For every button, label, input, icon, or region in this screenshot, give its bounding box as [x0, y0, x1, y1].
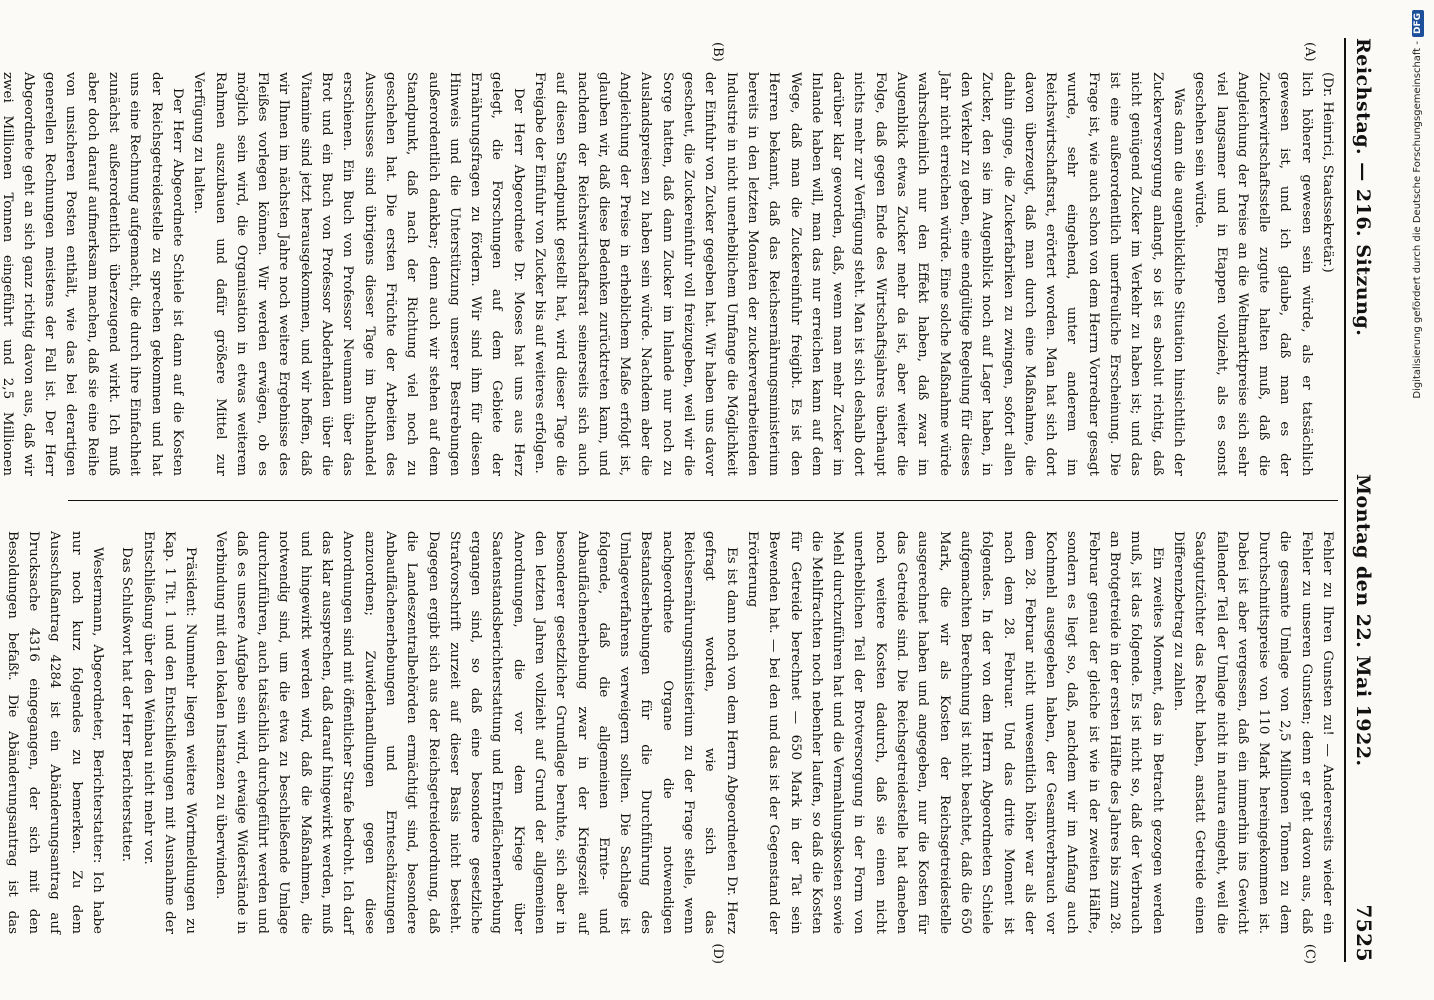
header-left: Reichstag. — 216. Sitzung.	[1352, 38, 1374, 337]
margin-marker-a: (A)	[1302, 42, 1317, 62]
credit-line	[1408, 10, 1428, 990]
paragraph: Was dann die augenblickliche Situation hinsichtlich der Zuckerversorgung anlangt, so ist es absolut richtig, daß nicht genügend Zucker im Verkehr zu haben ist; und das ist eine außerordentlich unerfreuliche Erscheinung. Die Frage ist, wie auch schon von dem Herrn Vorredner gesagt wurde, sehr eingehend, unter anderem im Reichswirtschaftsrat, erörtert worden. Man hat sich dort davon überzeugt, daß man durch eine Maßnahme, die dahin ginge, die Zuckerfabriken zu zwingen, sofort allen Zucker, den sie im Augenblick noch auf Lager haben, in den Verkehr zu geben, eine endgültige Regelung für dieses Jahr nicht erreichen würde. Eine solche Maßnahme würde wahrscheinlich nur den Effekt haben, daß zwar im Augenblick etwas Zucker mehr da ist, aber weiter die Folge, daß gegen Ende des Wirtschaftsjahres überhaupt nichts mehr zur Verfügung steht. Man ist sich deshalb dort darüber klar geworden, daß, wenn man mehr Zucker im Inlande haben will, man das nur erreichen kann auf dem Wege, daß man die Zuckereinfuhr freigibt. Es ist den Herren bekannt, daß das Reichsernährungsministerium bereits in den letzten Monaten der zuckerverarbeitenden Industrie in nicht unerheblichem Umfange die Möglichkeit der Einfuhr von Zucker gegeben hat. Wir haben uns davor gescheut, die Zuckereinfuhr voll freizugeben, weil wir die Sorge hatten, daß dann Zucker im Inlande nur noch zu Auslandspreisen zu haben sein würde. Nachdem aber die Angleichung der Preise in erheblichem Maße erfolgt ist, glauben wir, daß diese Bedenken zurücktreten kann, und nachdem der Reichswirtschaftsrat seinerseits sich auch auf diesen Standpunkt gestellt hat, wird dieser Tage die Freigabe der Einfuhr von Zucker bis auf weiteres erfolgen.	[532, 72, 1186, 476]
spacer	[108, 531, 116, 934]
final-word: Das Schlußwort hat der Herr Berichterstatter.	[119, 547, 135, 863]
margin-marker-c: (C)	[1302, 943, 1317, 964]
paragraph: Es ist dann noch von dem Herrn Abgeordneten Dr. Herz gefragt worden, wie sich das Reichsernährungsministerium zu der Frage stelle, wenn nachgeordnete Organe die notwendigen Bestandserhebungen für die Durchführung des Umlageverfahrens verweigern sollten. Die Sachlage ist folgende, daß die allgemeinen Ernte- und Anbauflächenerhebung zwar in der Kriegszeit auf besonderer gesetzlicher Grundlage beruhte, sich aber in den letzten Jahren vollzieht auf Grund der allgemeinen Anordnungen, die vor dem Kriege über Saatenstandsberichterstattung und Ernteflächenerhebung ergangen sind, so daß eine besondere gesetzliche Strafvorschrift zurzeit auf dieser Basis nicht besteht. Dagegen ergibt sich aus der Reichsgetreideordnung, daß die Landeszentralbehörden ermächtigt sind, besondere Anbauflächenerhebungen und Ernteschätzungen anzuordnen; Zuwiderhandlungen gegen diese Anordnungen sind mit öffentlicher Strafe bedroht. Ich darf das klar aussprechen, daß darauf hingewirkt werden, muß und hingewirkt werden wird, daß die Maßnahmen, die notwendig sind, um die etwa zu beschließende Umlage durchzuführen, auch tatsächlich durchgeführt werden und daß es unsere Aufgabe sein wird, etwaige Widerstände in Verbindung mit den lokalen Instanzen zu überwinden.	[212, 531, 739, 934]
paragraph: lich höherer gewesen sein würde, als er tatsächlich gewesen ist, und ich glaube, daß man es der Zuckerwirtschaftsstelle zugute halten muß, daß die Angleichung der Preise an die Weltmarktpreise sich sehr viel langsamer und in Etappen vollzieht, als es sonst geschehen sein würde.	[1192, 72, 1314, 476]
right-column	[4, 500, 1338, 964]
speaker-label: (Dr. Heinrici, Staatssekretär.)	[1320, 72, 1335, 273]
dfg-logo: DFG	[1412, 10, 1424, 37]
spacer	[201, 531, 209, 934]
left-column	[0, 38, 1338, 500]
westermann-statement: Westermann, Abgeordneter, Berichterstatter: Ich habe nur noch kurz folgendes zu bemerken. Zu dem Ausschußantrag 4284 ist ein Abänderungsantrag auf Drucksache 4316 eingegangen, der sich mit den Besoldungen befaßt. Die Abänderungsantrag ist das	[4, 531, 106, 934]
paragraph: Der Herr Abgeordnete Dr. Moses hat uns aus Herz gelegt, die Forschungen auf dem Gebiete der Ernährungsfragen zu fördern. Wir sind ihm für diesen Hinweis und die Unterstützung unserer Bestrebungen außerordentlich dankbar; denn auch wir stehen auf dem Standpunkt, daß nach der Richtung viel noch zu geschehen hat. Die ersten Früchte der Arbeiten des Ausschusses sind übrigens dieser Tage im Buchhandel erschienen. Ein Buch von Professor Neumann über das Brot und ein Buch von Professor Abderhalden über die Vitamine sind jetzt herausgekommen, und wir hoffen, daß wir Ihnen im nächsten Jahre noch weitere Ergebnisse des Fleißes vorlegen können. Wir werden erwägen, ob es möglich sein wird, die Organisation in etwas weiterem Rahmen auszubauen und dafür größere Mittel zur Verfügung zu halten.	[191, 72, 526, 476]
page-header	[1344, 38, 1376, 962]
margin-marker-b: (B)	[710, 42, 725, 62]
header-date: Montag den 22. Mai 1922.	[1352, 474, 1374, 767]
rotated-page	[0, 30, 1382, 970]
paragraph: Fehler zu Ihren Gunsten zu! — Andererseits wieder ein Fehler zu unseren Gunsten; denn er geht davon aus, daß die gesamte Umlage von 2,5 Millionen Tonnen zu dem Durchschnittspreise von 110 Mark hereingekommen ist. Dabei ist aber vergessen, daß ein immerhin ins Gewicht fallender Teil der Umlage nicht in natura eingeht, weil die Saatgutzüchter das Recht haben, anstatt Getreide einen Differenzbetrag zu zahlen.	[1170, 531, 1335, 934]
credit-text: Digitalisierung gefördert durch die Deutsche Forschungsgemeinschaft -	[1412, 41, 1423, 399]
margin-marker-d: (D)	[710, 943, 725, 964]
page-number: 7525	[1352, 904, 1376, 962]
text-columns	[0, 38, 1338, 964]
president-statement: Präsident: Nunmehr liegen weitere Wortmeldungen zu Kap. 1 Tit. 1 und den Entschließungen mit Ausnahme der Entschließung über den Weinbau nicht mehr vor.	[140, 531, 199, 934]
paragraph: Ein zweites Moment, das in Betracht gezogen werden muß, ist das folgende. Es ist nicht so, daß der Verbrauch an Brotgetreide in der ersten Hälfte des Jahres bis zum 28. Februar genau der gleiche ist wie in der zweiten Hälfte, sondern es liegt so, daß, nachdem wir im Anfang auch Kochmehl ausgegeben haben, der Gesamtverbrauch vor dem 28. Februar nicht unwesentlich höher war als der nach dem 28. Februar. Und das dritte Moment ist folgendes. In der von dem Herrn Abgeordneten Schiele aufgemachten Berechnung ist nicht beachtet, daß die 650 Mark, die wir als Kosten der Reichsgetreidestelle ausgerechnet haben und angegeben, nur die Kosten für das Getreide sind. Die Reichsgetreidestelle hat daneben noch weitere Kosten dadurch, daß sie einen nicht unerheblichen Teil der Brotversorgung in der Form von Mehl durchzuführen hat und die Vermahlungskosten sowie die Mehlfrachten noch nebenher laufen, so daß die Kosten für Getreide berechnet — 650 Mark in der Tat sein Bewenden hat. — bei den und das ist der Gegenstand der Erörterung	[744, 531, 1165, 934]
digitization-credit	[1408, 10, 1428, 990]
paragraph: Der Herr Abgeordnete Schiele ist dann auf die Kosten der Reichsgetreidestelle zu sprechen gekommen und hat uns eine Rechnung aufgemacht, die durch ihre Einfachheit zunächst außerordentlich überzeugend wirkt. Ich muß aber doch darauf aufmerksam machen, daß sie eine Reihe von unsicheren Posten enthält, wie das bei derartigen generellen Rechnungen meistens der Fall ist. Der Herr Abgeordnete geht an sich ganz richtig davon aus, daß wir zwei Millionen Tonnen eingeführt und 2,5 Millionen	[0, 72, 185, 476]
